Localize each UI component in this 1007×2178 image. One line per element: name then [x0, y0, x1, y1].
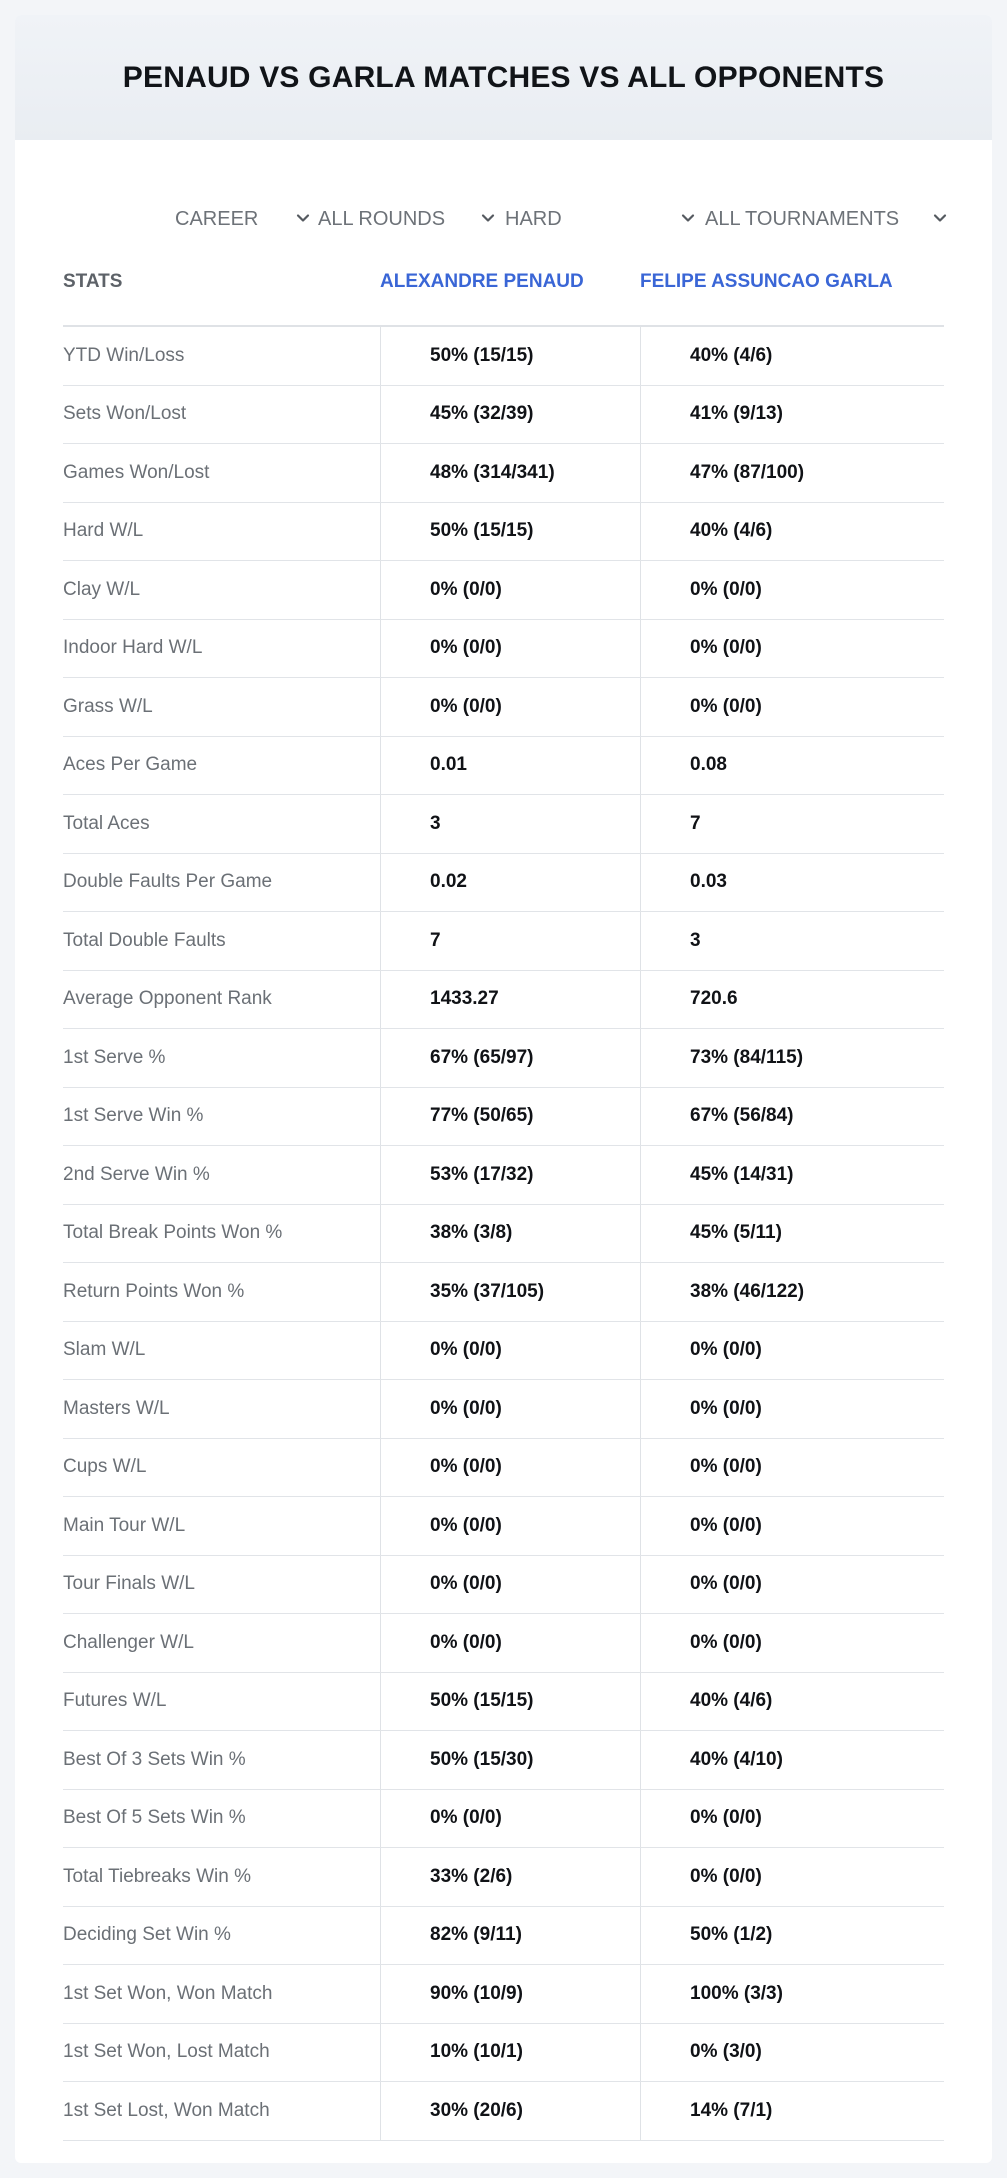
table-row — [63, 1029, 944, 1088]
stat-label: Aces Per Game — [63, 754, 198, 776]
stat-label: Deciding Set Win % — [63, 1924, 231, 1946]
stat-label: Best Of 3 Sets Win % — [63, 1748, 246, 1770]
player2-value: 40% (4/6) — [640, 327, 944, 385]
table-row — [63, 1731, 944, 1790]
rounds-select-value: ALL ROUNDS — [318, 207, 446, 230]
stat-label: 1st Set Lost, Won Match — [63, 2099, 270, 2121]
player1-value: 30% (20/6) — [380, 2082, 640, 2140]
table-row — [63, 1556, 944, 1615]
player1-value: 50% (15/15) — [380, 327, 640, 385]
stat-label: 1st Serve Win % — [63, 1105, 204, 1127]
player1-value: 0% (0/0) — [380, 1380, 640, 1438]
player2-value: 47% (87/100) — [640, 444, 944, 502]
stat-label: Best Of 5 Sets Win % — [63, 1807, 246, 1829]
table-row — [63, 386, 944, 445]
player1-value: 0.01 — [380, 737, 640, 795]
table-row — [63, 678, 944, 737]
player2-value: 45% (5/11) — [640, 1205, 944, 1263]
stat-label: Sets Won/Lost — [63, 403, 187, 425]
stat-label: YTD Win/Loss — [63, 344, 185, 366]
player2-value: 0% (0/0) — [640, 1439, 944, 1497]
player2-value: 45% (14/31) — [640, 1146, 944, 1204]
player2-value: 73% (84/115) — [640, 1029, 944, 1087]
player2-link[interactable]: FELIPE ASSUNCAO GARLA — [640, 271, 893, 292]
tournaments-select-value: ALL TOURNAMENTS — [705, 207, 900, 230]
player1-value: 50% (15/15) — [380, 503, 640, 561]
chevron-down-icon — [296, 211, 310, 225]
player1-value: 0% (0/0) — [380, 1497, 640, 1555]
player1-value: 50% (15/30) — [380, 1731, 640, 1789]
player2-value: 14% (7/1) — [640, 2082, 944, 2140]
table-row — [63, 2082, 944, 2141]
player1-value: 7 — [380, 912, 640, 970]
stat-label: Masters W/L — [63, 1397, 170, 1419]
player2-value: 0% (0/0) — [640, 1614, 944, 1672]
player1-value: 10% (10/1) — [380, 2024, 640, 2082]
table-row — [63, 1497, 944, 1556]
player2-value: 0% (0/0) — [640, 1380, 944, 1438]
stat-label: Futures W/L — [63, 1690, 167, 1712]
player1-value: 48% (314/341) — [380, 444, 640, 502]
player2-value: 0.08 — [640, 737, 944, 795]
stat-label: Games Won/Lost — [63, 461, 210, 483]
tournaments-select[interactable] — [705, 202, 955, 236]
stat-label: Main Tour W/L — [63, 1514, 186, 1536]
player1-value: 0% (0/0) — [380, 1322, 640, 1380]
table-row — [63, 1673, 944, 1732]
player2-value: 720.6 — [640, 971, 944, 1029]
player1-value: 1433.27 — [380, 971, 640, 1029]
table-row — [63, 1439, 944, 1498]
player1-value: 38% (3/8) — [380, 1205, 640, 1263]
player2-value: 7 — [640, 795, 944, 853]
table-row — [63, 620, 944, 679]
player2-value: 0% (0/0) — [640, 1848, 944, 1906]
player2-value: 0% (0/0) — [640, 1322, 944, 1380]
player1-value: 50% (15/15) — [380, 1673, 640, 1731]
player1-value: 53% (17/32) — [380, 1146, 640, 1204]
table-row — [63, 503, 944, 562]
stat-label: Clay W/L — [63, 578, 141, 600]
player2-value: 67% (56/84) — [640, 1088, 944, 1146]
table-row — [63, 1263, 944, 1322]
table-row — [63, 1790, 944, 1849]
table-row — [63, 1614, 944, 1673]
table-row — [63, 1146, 944, 1205]
stat-label: Tour Finals W/L — [63, 1573, 195, 1595]
table-row — [63, 795, 944, 854]
stat-label: Total Aces — [63, 812, 150, 834]
table-row — [63, 444, 944, 503]
player2-value: 0% (0/0) — [640, 1556, 944, 1614]
period-select[interactable] — [175, 202, 315, 236]
stat-label: Grass W/L — [63, 695, 153, 717]
table-row — [63, 561, 944, 620]
table-header — [63, 255, 944, 327]
stats-column-header: STATS — [63, 271, 123, 292]
table-row — [63, 1907, 944, 1966]
player2-value: 0% (0/0) — [640, 1790, 944, 1848]
surface-select-value: HARD — [505, 207, 562, 230]
stat-label: 1st Set Won, Won Match — [63, 1982, 273, 2004]
player1-link[interactable]: ALEXANDRE PENAUD — [380, 271, 584, 292]
player1-value: 77% (50/65) — [380, 1088, 640, 1146]
surface-select[interactable] — [505, 202, 700, 236]
stat-label: Total Tiebreaks Win % — [63, 1865, 251, 1887]
player1-value: 45% (32/39) — [380, 386, 640, 444]
table-row — [63, 1965, 944, 2024]
player1-value: 82% (9/11) — [380, 1907, 640, 1965]
rounds-select[interactable] — [318, 202, 503, 236]
table-row — [63, 854, 944, 913]
player2-value: 0% (0/0) — [640, 678, 944, 736]
stat-label: 2nd Serve Win % — [63, 1163, 210, 1185]
table-row — [63, 1088, 944, 1147]
stat-label: Double Faults Per Game — [63, 871, 273, 893]
player2-value: 3 — [640, 912, 944, 970]
table-row — [63, 1322, 944, 1381]
stats-card — [15, 15, 992, 2163]
player2-value: 40% (4/6) — [640, 503, 944, 561]
stats-table — [63, 255, 944, 2141]
page-header — [15, 15, 992, 140]
stat-label: Total Double Faults — [63, 929, 226, 951]
player1-value: 0% (0/0) — [380, 1556, 640, 1614]
stat-label: 1st Set Won, Lost Match — [63, 2041, 270, 2063]
stat-label: Cups W/L — [63, 1456, 147, 1478]
stat-label: Challenger W/L — [63, 1631, 194, 1653]
player2-value: 40% (4/10) — [640, 1731, 944, 1789]
player2-value: 0% (0/0) — [640, 561, 944, 619]
table-row — [63, 1205, 944, 1264]
stat-label: Total Break Points Won % — [63, 1222, 283, 1244]
table-row — [63, 912, 944, 971]
stat-label: 1st Serve % — [63, 1046, 166, 1068]
player2-value: 0% (0/0) — [640, 1497, 944, 1555]
player2-value: 0.03 — [640, 854, 944, 912]
player1-value: 0.02 — [380, 854, 640, 912]
player1-value: 35% (37/105) — [380, 1263, 640, 1321]
stat-label: Slam W/L — [63, 1339, 146, 1361]
period-select-value: CAREER — [175, 207, 259, 230]
chevron-down-icon — [481, 211, 495, 225]
stat-label: Hard W/L — [63, 520, 144, 542]
table-body — [63, 327, 944, 2141]
filter-bar — [15, 190, 992, 248]
stat-label: Return Points Won % — [63, 1280, 245, 1302]
player2-value: 100% (3/3) — [640, 1965, 944, 2023]
player1-value: 0% (0/0) — [380, 620, 640, 678]
player2-value: 0% (0/0) — [640, 620, 944, 678]
table-row — [63, 1380, 944, 1439]
chevron-down-icon — [681, 211, 695, 225]
player1-value: 3 — [380, 795, 640, 853]
stat-label: Indoor Hard W/L — [63, 637, 203, 659]
table-row — [63, 737, 944, 796]
player2-value: 40% (4/6) — [640, 1673, 944, 1731]
player2-value: 38% (46/122) — [640, 1263, 944, 1321]
table-row — [63, 327, 944, 386]
table-row — [63, 2024, 944, 2083]
player2-value: 41% (9/13) — [640, 386, 944, 444]
player1-value: 90% (10/9) — [380, 1965, 640, 2023]
table-row — [63, 971, 944, 1030]
player2-value: 50% (1/2) — [640, 1907, 944, 1965]
player2-value: 0% (3/0) — [640, 2024, 944, 2082]
player1-value: 0% (0/0) — [380, 1790, 640, 1848]
player1-value: 67% (65/97) — [380, 1029, 640, 1087]
stat-label: Average Opponent Rank — [63, 988, 272, 1010]
player1-value: 0% (0/0) — [380, 678, 640, 736]
chevron-down-icon — [933, 211, 947, 225]
player1-value: 0% (0/0) — [380, 1439, 640, 1497]
player1-value: 0% (0/0) — [380, 561, 640, 619]
player1-value: 33% (2/6) — [380, 1848, 640, 1906]
table-row — [63, 1848, 944, 1907]
page-title: PENAUD VS GARLA MATCHES VS ALL OPPONENTS — [122, 60, 885, 94]
player1-value: 0% (0/0) — [380, 1614, 640, 1672]
